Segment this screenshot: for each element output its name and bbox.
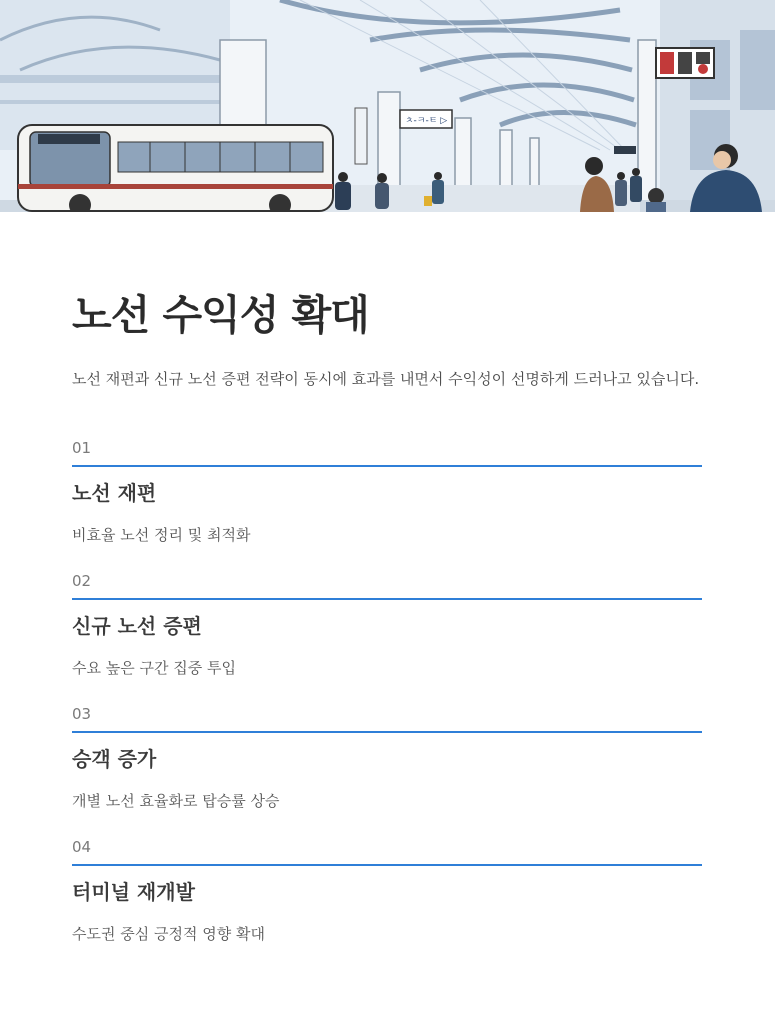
sign-right — [656, 48, 714, 78]
list-item — [72, 571, 702, 678]
svg-text:ㅊ-ㅋ-ㅌ ▷: ㅊ-ㅋ-ㅌ ▷ — [404, 116, 448, 126]
item-heading: 승객 증가 — [72, 747, 157, 771]
divider — [72, 465, 702, 467]
list-item — [72, 438, 702, 545]
item-heading: 신규 노선 증편 — [72, 614, 202, 638]
item-number: 04 — [72, 838, 92, 856]
item-number: 01 — [72, 439, 92, 457]
item-description: 비효율 노선 정리 및 최적화 — [72, 526, 251, 544]
item-number: 03 — [72, 705, 92, 723]
divider — [72, 598, 702, 600]
hero-illustration — [0, 0, 775, 212]
item-description: 개별 노선 효율화로 탑승률 상승 — [72, 792, 280, 810]
item-description: 수도권 중심 긍정적 영향 확대 — [72, 925, 265, 943]
item-heading: 노선 재편 — [72, 481, 157, 505]
list-item — [72, 837, 702, 944]
divider — [72, 731, 702, 733]
item-heading: 터미널 재개발 — [72, 880, 195, 904]
intro-paragraph: 노선 재편과 신규 노선 증편 전략이 동시에 효과를 내면서 수익성이 선명하게 드러나고 있습니다. — [72, 370, 700, 388]
item-number: 02 — [72, 572, 92, 590]
page-title: 노선 수익성 확대 — [72, 291, 369, 339]
list-item — [72, 704, 702, 811]
divider — [72, 864, 702, 866]
bus-terminal-illustration — [0, 0, 775, 212]
item-description: 수요 높은 구간 집중 투입 — [72, 659, 236, 677]
sign-left — [400, 110, 452, 128]
